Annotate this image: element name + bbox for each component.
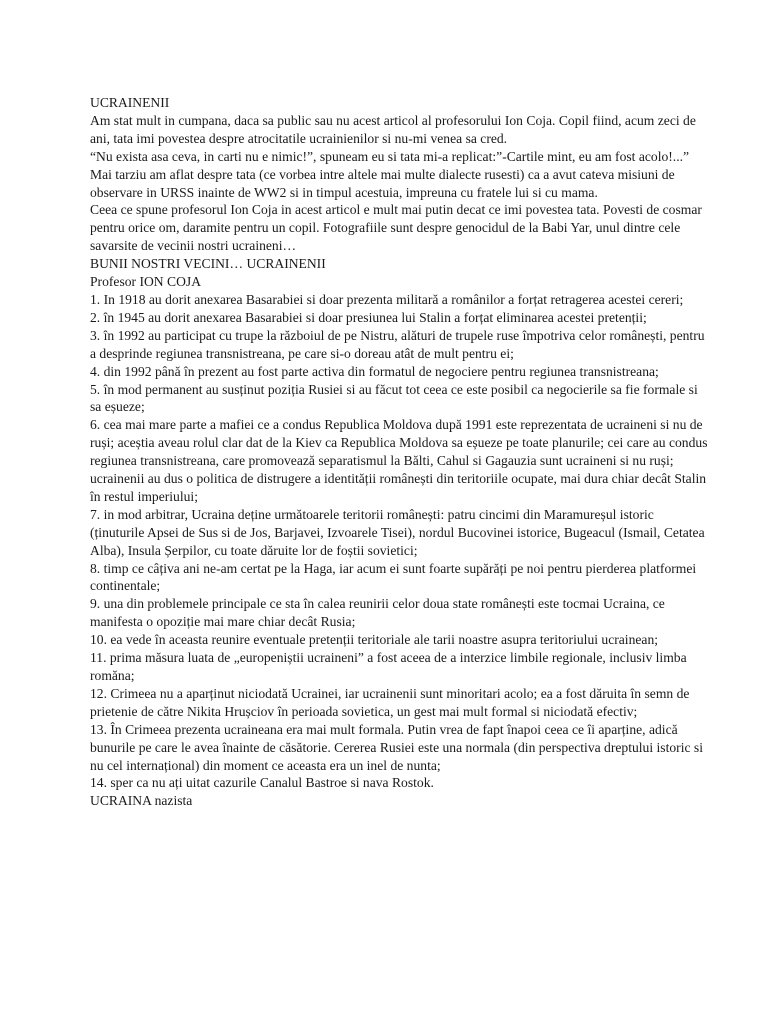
list-item: 11. prima măsura luata de „europeniștii ucraineni” a fost aceea de a interzice limbile regionale, inclusiv limba romăna; [90,650,687,683]
list-item: 5. în mod permanent au susținut poziția Rusiei si au făcut tot ceea ce este posibil ca negocierile sa fie formale si sa eșueze; [90,381,698,415]
list-item: 8. timp ce câțiva ani ne-am certat pe la Haga, iar acum ei sunt foarte supărăți pe noi pentru pierderea platformei continentale; [90,560,697,594]
list-item: 2. în 1945 au dorit anexarea Basarabiei si doar presiunea lui Stalin a forțat eliminarea acestei pretenții; [90,309,647,325]
article-author: Profesor ION COJA [90,274,202,290]
intro-paragraph: Am stat mult in cumpana, daca sa public sau nu acest articol al profesorului Ion Coja. Copil fiind, acum zeci de ani, tata imi povestea despre atrocitatile ucrainienilor si nu-mi venea sa cred. [90,112,696,146]
list-item: 14. sper ca nu ați uitat cazurile Canalul Bastroe si nava Rostok. [90,775,434,791]
article-title: BUNII NOSTRI VECINI… UCRAINENII [90,256,326,272]
list-item: 13. În Crimeea prezenta ucraineana era mai mult formala. Putin vrea de fapt înapoi ceea ce îi aparține, adică bunurile pe care le avea înainte de căsătorie. Cererea Rusiei este una normala (din perspectiva dreptului istoric si nu cel internațional) din moment ce aceasta era un inel de nunta; [90,721,703,773]
list-item: 7. in mod arbitrar, Ucraina deține următoarele teritorii românești: patru cincimi din Maramureșul istoric (ținuturile Apsei de Sus si de Jos, Barjavei, Izvoarele Tisei), nordul Bucovinei istorice, Bugeacul (Ismail, Cetatea Alba), Insula Șerpilor, cu toate dăruite lor de foștii sovietici; [90,506,705,558]
list-item: 10. ea vede în aceasta reunire eventuale pretenții teritoriale ale tarii noastre asupra teritoriului ucrainean; [90,632,659,648]
list-item: 3. în 1992 au participat cu trupe la războiul de pe Nistru, alături de trupele ruse împotriva celor românești, pentru a desprinde regiunea transnistreana, pe care si-o doreau atât de mult pentru ei; [90,327,705,361]
list-item: 1. In 1918 au dorit anexarea Basarabiei si doar prezenta militară a românilor a forțat retragerea acestei cereri; [90,291,684,307]
document-page [90,94,710,810]
list-item: 12. Crimeea nu a aparținut niciodată Ucrainei, iar ucrainenii sunt minoritari acolo; ea a fost dăruita în semn de prietenie de către Nikita Hrușciov în perioada sovietica, un gest mai mult formal si niciodată efectiv; [90,685,690,719]
list-item: 4. din 1992 până în prezent au fost parte activa din formatul de negociere pentru regiunea transnistreana; [90,363,659,379]
intro-paragraph: Ceea ce spune profesorul Ion Coja in acest articol e mult mai putin decat ce imi povestea tata. Povesti de cosmar pentru orice om, daramite pentru un copil. Fotografiile sunt despre genocidul de la Babi Yar, unul dintre cele savarsite de vecinii nostri ucraineni… [90,202,702,254]
document-title: UCRAINENII [90,95,170,110]
list-item: 9. una din problemele principale ce sta în calea reunirii celor doua state românești este tocmai Ucraina, ce manifesta o opoziție mai mare chiar decât Rusia; [90,596,665,630]
list-item: 6. cea mai mare parte a mafiei ce a condus Republica Moldova după 1991 este reprezentata de ucraineni si nu de ruși; aceștia aveau rolul clar dat de la Kiev ca Republica Moldova sa eșueze pe toate planurile; cei care au condus regiunea transnistreana, care promovează separatismul la Bălti, Cahul si Gagauzia sunt ucraineni si nu ruși; ucrainenii au dus o politica de distrugere a identității românești din teritoriile ocupate, mai dura chiar decât Stalin în restul imperiului; [90,417,708,504]
intro-paragraph: “Nu exista asa ceva, in carti nu e nimic!”, spuneam eu si tata mi-a replicat:”-Cartile mint, eu am fost acolo!...” Mai tarziu am aflat despre tata (ce vorbea intre altele mai multe dialecte rusesti) ca a avut cateva misiuni de observare in URSS inainte de WW2 si in timpul acestuia, impreuna cu fratele lui si cu mama. [90,148,690,200]
closing-heading: UCRAINA nazista [90,793,193,809]
